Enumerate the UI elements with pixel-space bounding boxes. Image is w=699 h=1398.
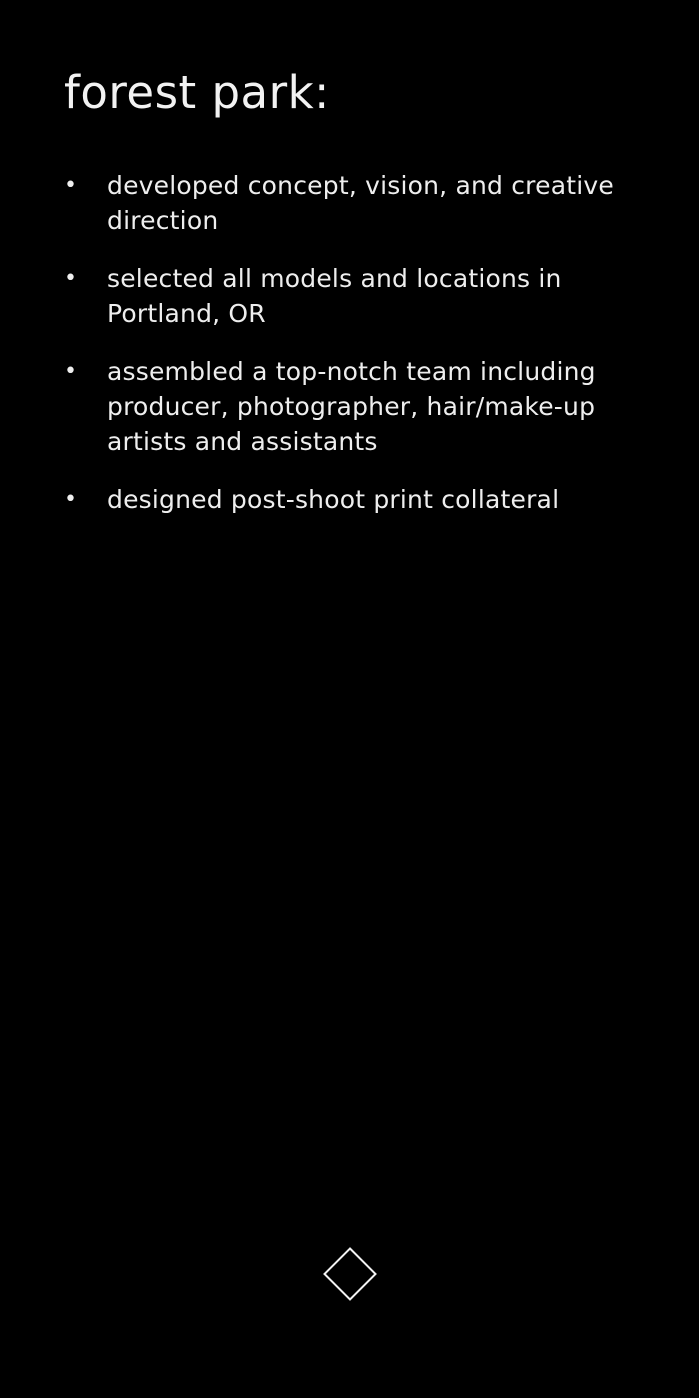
next-diamond-button[interactable] — [323, 1247, 377, 1301]
page-title: forest park: — [64, 66, 330, 119]
bullet-icon: • — [64, 266, 78, 291]
bullet-icon: • — [64, 173, 78, 198]
bullet-icon: • — [64, 359, 78, 384]
list-item — [64, 261, 644, 331]
diamond-icon — [323, 1247, 377, 1301]
list-item-text: selected all models and locations in Portland, OR — [107, 264, 562, 328]
bullet-icon: • — [64, 487, 78, 512]
list-item-text: designed post-shoot print collateral — [107, 485, 560, 514]
list-item — [64, 482, 644, 517]
list-item-text: developed concept, vision, and creative direction — [107, 171, 614, 235]
list-item-text: assembled a top-notch team including producer, photographer, hair/make-up artists and assistants — [107, 357, 596, 456]
bullet-list — [64, 168, 644, 540]
list-item — [64, 168, 644, 238]
list-item — [64, 354, 644, 459]
